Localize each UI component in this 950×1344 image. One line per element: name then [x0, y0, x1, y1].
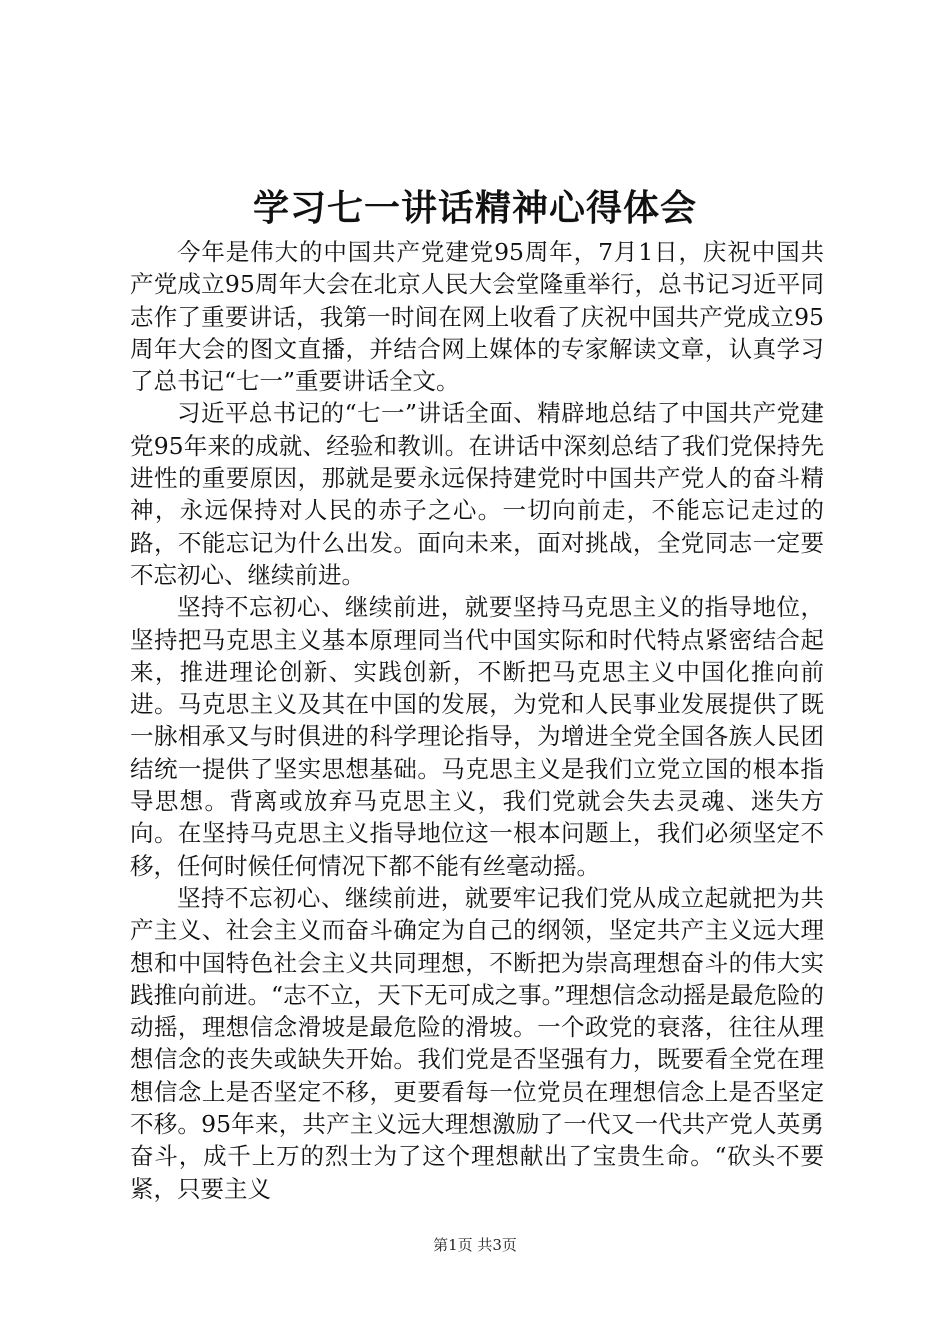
document-title: 学习七一讲话精神心得体会: [252, 187, 697, 229]
paragraph-4: 坚持不忘初心、继续前进，就要牢记我们党从成立起就把为共产主义、社会主义而奋斗确定为自己的纲领，坚定共产主义远大理想和中国特色社会主义共同理想，不断把为崇高理想奋斗的伟大实践推向前进。“志不立，天下无可成之事。”理想信念动摇是最危险的动摇，理想信念滑坡是最危险的滑坡。一个政党的衰落，往往从理想信念的丧失或缺失开始。我们党是否坚强有力，既要看全党在理想信念上是否坚定不移，更要看每一位党员在理想信念上是否坚定不移。95年来，共产主义远大理想激励了一代又一代共产党人英勇奋斗，成千上万的烈士为了这个理想献出了宝贵生命。“砍头不要紧，只要主义: [130, 883, 824, 1203]
paragraph-1: 今年是伟大的中国共产党建党95周年，7月1日，庆祝中国共产党成立95周年大会在北京人民大会堂隆重举行，总书记习近平同志作了重要讲话，我第一时间在网上收看了庆祝中国共产党成立95周年大会的图文直播，并结合网上媒体的专家解读文章，认真学习了总书记“七一”重要讲话全文。: [130, 238, 824, 396]
paragraph-3: 坚持不忘初心、继续前进，就要坚持马克思主义的指导地位，坚持把马克思主义基本原理同当代中国实际和时代特点紧密结合起来，推进理论创新、实践创新，不断把马克思主义中国化推向前进。马克思主义及其在中国的发展，为党和人民事业发展提供了既一脉相承又与时俱进的科学理论指导，为增进全党全国各族人民团结统一提供了坚实思想基础。马克思主义是我们立党立国的根本指导思想。背离或放弃马克思主义，我们党就会失去灵魂、迷失方向。在坚持马克思主义指导地位这一根本问题上，我们必须坚定不移，任何时候任何情况下都不能有丝毫动摇。: [130, 593, 824, 880]
paragraph-2: 习近平总书记的“七一”讲话全面、精辟地总结了中国共产党建党95年来的成就、经验和教训。在讲话中深刻总结了我们党保持先进性的重要原因，那就是要永远保持建党时中国共产党人的奋斗精神，永远保持对人民的赤子之心。一切向前走，不能忘记走过的路，不能忘记为什么出发。面向未来，面对挑战，全党同志一定要不忘初心、继续前进。: [130, 399, 824, 589]
document-body: [130, 236, 824, 1205]
page-number-footer: 第1页 共3页: [433, 1236, 517, 1254]
